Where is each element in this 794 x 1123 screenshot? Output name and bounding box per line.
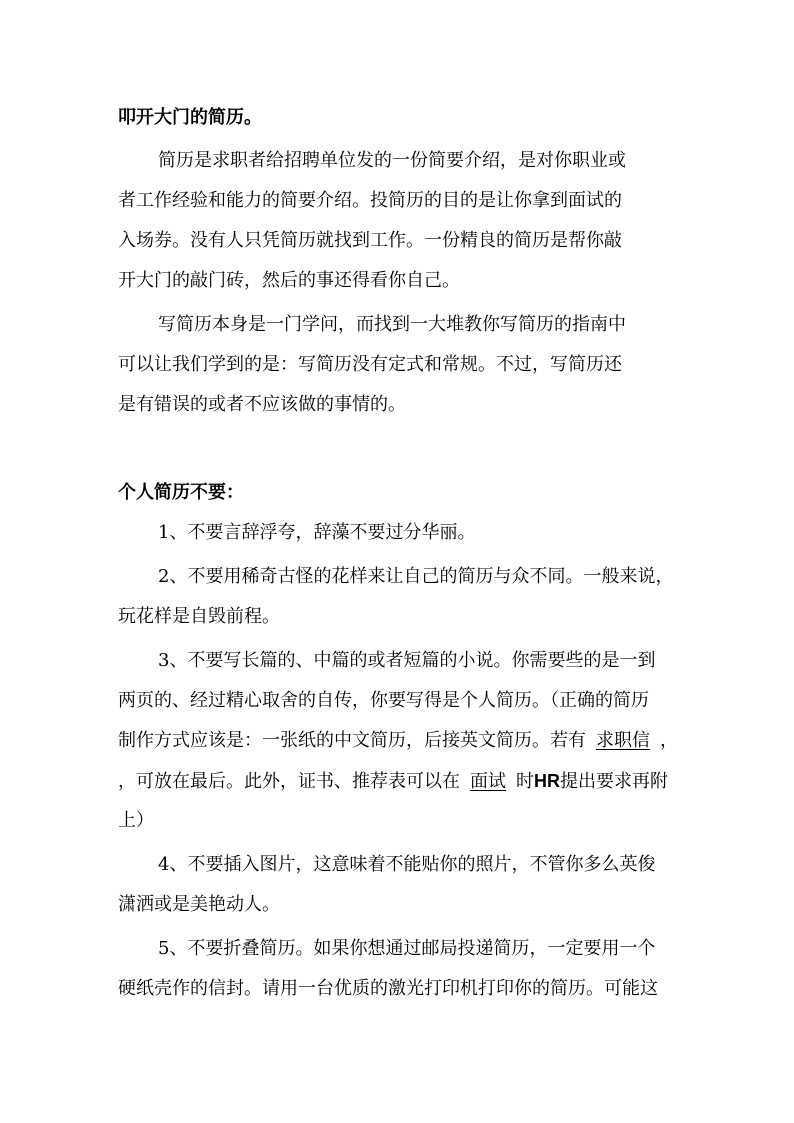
item-separator: 、 (169, 854, 188, 875)
interview-link[interactable]: 面试 (470, 771, 506, 792)
intro-paragraph-1-line-4: 开大门的敲门砖，然后的事还得看你自己。 (118, 270, 460, 291)
item-number: 3 (158, 650, 170, 671)
document-title: 叩开大门的简历。 (118, 107, 262, 128)
item-number: 2 (158, 566, 170, 587)
intro-paragraph-2-line-1: 写简历本身是一门学问，而找到一大堆教你写简历的指南中 (158, 314, 626, 335)
list-item-5-line-1 (158, 937, 655, 961)
intro-paragraph-1-line-3: 入场券。没有人只凭简历就找到工作。一份精良的简历是帮你敲 (118, 230, 622, 251)
list-item-3-line-3 (118, 729, 678, 753)
cover-letter-link[interactable]: 求职信 (596, 730, 650, 751)
item-separator: 、 (169, 522, 188, 543)
item-number: 4 (158, 854, 170, 875)
list-item-3-line-5: 上） (118, 810, 154, 831)
list-item-3-line-4 (118, 769, 668, 794)
list-item-3-line-2: 两页的、经过精心取舍的自传，你要写得是个人简历。（正确的简历 (118, 690, 649, 711)
list-item-3-line-1 (158, 649, 655, 673)
list-item-1 (158, 521, 475, 545)
item-text: ，可放在最后。此外，证书、推荐表可以在 (118, 771, 460, 792)
list-item-2-line-2: 玩花样是自毁前程。 (118, 606, 280, 627)
item-separator: 、 (169, 566, 188, 587)
list-item-2-line-1 (158, 565, 673, 589)
item-text: 不要用稀奇古怪的花样来让自己的简历与众不同。一般来说， (187, 566, 674, 587)
item-text: 制作方式应该是：一张纸的中文简历，后接英文简历。若有 (118, 730, 586, 751)
list-item-5-line-2: 硬纸壳作的信封。请用一台优质的激光打印机打印你的简历。可能这 (118, 978, 658, 999)
item-text: 不要写长篇的、中篇的或者短篇的小说。你需要些的是一到 (187, 650, 656, 671)
intro-paragraph-2-line-3: 是有错误的或者不应该做的事情的。 (118, 394, 406, 415)
item-text: 不要言辞浮夸，辞藻不要过分华丽。 (187, 522, 476, 543)
intro-paragraph-1-line-1: 简历是求职者给招聘单位发的一份简要介绍，是对你职业或 (158, 150, 626, 171)
item-text-tail: 提出要求再附 (560, 771, 668, 792)
list-item-4-line-1 (158, 853, 655, 877)
item-text: 不要插入图片，这意味着不能贴你的照片，不管你多么英俊 (187, 854, 656, 875)
list-item-4-line-2: 潇洒或是美艳动人。 (118, 894, 280, 915)
item-number: 5 (158, 938, 170, 959)
intro-paragraph-2-line-2: 可以让我们学到的是：写简历没有定式和常规。不过，写简历还 (118, 354, 622, 375)
hr-text: HR (534, 771, 560, 791)
section-heading: 个人简历不要： (118, 482, 244, 503)
item-text-tail: ， (660, 730, 678, 751)
item-separator: 、 (169, 938, 188, 959)
item-number: 1 (158, 522, 170, 543)
intro-paragraph-1-line-2: 者工作经验和能力的简要介绍。投简历的目的是让你拿到面试的 (118, 190, 622, 211)
item-text-mid: 时 (516, 771, 534, 792)
item-text: 不要折叠简历。如果你想通过邮局投递简历，一定要用一个 (187, 938, 656, 959)
item-separator: 、 (169, 650, 188, 671)
